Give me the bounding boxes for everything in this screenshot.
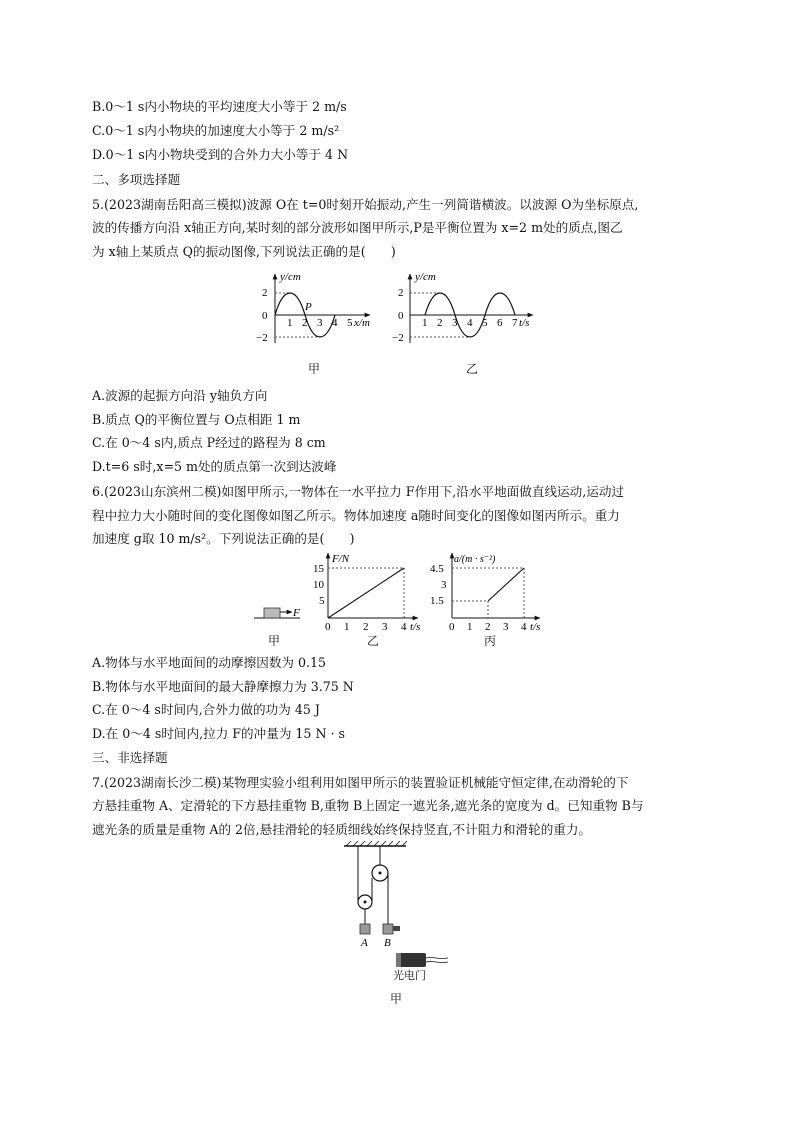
- q6c-xtick-1: 1: [467, 621, 473, 632]
- option-c-prev: C.0～1 s内小物块的加速度大小等于 2 m/s²: [92, 123, 340, 138]
- q6b-xlabel: t/s: [410, 621, 421, 632]
- q6c-ytick-45: 4.5: [430, 563, 444, 575]
- q5b-xtick-5: 5: [482, 317, 488, 329]
- q6c-xtick-2: 2: [485, 621, 491, 632]
- option-b-prev: B.0～1 s内小物块的平均速度大小等于 2 m/s: [92, 99, 347, 114]
- q5-figure-vibration: [388, 268, 548, 350]
- q6-figure-force-time: [304, 550, 434, 632]
- q7-figure-pulley: [340, 838, 460, 988]
- q5b-ytick-2: 2: [398, 287, 404, 299]
- q6b-xtick-0: 0: [325, 621, 331, 632]
- q5a-point-p: P: [305, 301, 312, 313]
- q6c-xtick-3: 3: [503, 621, 509, 632]
- q7-line-3: 遮光条的质量是重物 A的 2倍,悬挂滑轮的轻质细线始终保持竖直,不计阻力和滑轮的重力。: [92, 822, 592, 837]
- q5a-ytick-m2: −2: [256, 332, 268, 344]
- q6b-xtick-3: 3: [382, 621, 388, 632]
- q6b-xtick-4: 4: [401, 621, 407, 632]
- q6-option-d: D.在 0～4 s时间内,拉力 F的冲量为 15 N · s: [92, 726, 345, 741]
- q6a-force-label: F: [293, 607, 300, 619]
- q6-line-2: 程中拉力大小随时间的变化图像如图乙所示。物体加速度 a随时间变化的图像如图丙所示。重力: [92, 508, 620, 523]
- q5a-xtick-3: 3: [317, 317, 323, 329]
- q6b-ytick-15: 15: [313, 563, 324, 575]
- q5b-xtick-2: 2: [437, 317, 443, 329]
- q7-label-b: B: [384, 937, 391, 949]
- section-heading-multi: 二、多项选择题: [92, 172, 181, 187]
- q5b-xtick-1: 1: [422, 317, 428, 329]
- q6-figure-block-caption: 甲: [268, 634, 281, 648]
- q5b-xtick-6: 6: [497, 317, 503, 329]
- q6-line-1: 6.(2023山东滨州二模)如图甲所示,一物体在一水平拉力 F作用下,沿水平地面做直线运动,运动过: [92, 484, 625, 499]
- q6c-ytick-15: 1.5: [430, 595, 444, 607]
- q6-figure-force-time-caption: 乙: [367, 634, 380, 648]
- q5-option-d: D.t=6 s时,x=5 m处的质点第一次到达波峰: [92, 459, 337, 474]
- q6b-ytick-5: 5: [319, 595, 325, 607]
- q7-photogate-label: 光电门: [393, 969, 426, 982]
- q5a-ytick-2: 2: [262, 287, 268, 299]
- q5-figure-wave-caption: 甲: [308, 362, 321, 376]
- option-d-prev: D.0～1 s内小物块受到的合外力大小等于 4 N: [92, 147, 349, 162]
- q5-option-c: C.在 0～4 s内,质点 P经过的路程为 8 cm: [92, 435, 326, 450]
- q6c-xtick-0: 0: [449, 621, 455, 632]
- q6-option-a: A.物体与水平地面间的动摩擦因数为 0.15: [92, 655, 327, 670]
- q7-line-2: 方悬挂重物 A、定滑轮的下方悬挂重物 B,重物 B上固定一遮光条,遮光条的宽度为 d。已知重物 B与: [92, 798, 644, 813]
- q6c-ylabel: a/(m · s⁻²): [454, 554, 496, 565]
- q6c-ytick-3: 3: [441, 579, 447, 591]
- q5a-ylabel: y/cm: [280, 271, 301, 283]
- q6c-xlabel: t/s: [530, 621, 541, 632]
- q6-line-3: 加速度 g取 10 m/s²。下列说法正确的是( ): [92, 531, 355, 546]
- q5b-ytick-0: 0: [398, 310, 404, 322]
- q5a-xtick-4: 4: [332, 317, 338, 329]
- q5b-xtick-7: 7: [512, 317, 518, 329]
- q6b-xtick-2: 2: [363, 621, 369, 632]
- q5-line-1: 5.(2023湖南岳阳高三模拟)波源 O在 t=0时刻开始振动,产生一列简谐横波。以波源 O为坐标原点,: [92, 197, 639, 212]
- q6-figure-block: [252, 598, 312, 628]
- q5b-xtick-4: 4: [467, 317, 473, 329]
- q7-figure-caption: 甲: [390, 992, 403, 1006]
- q6b-ytick-10: 10: [313, 579, 324, 591]
- q5-option-a: A.波源的起振方向沿 y轴负方向: [92, 388, 268, 403]
- q5b-ylabel: y/cm: [415, 271, 436, 283]
- q6-figure-accel-time-caption: 丙: [484, 634, 497, 648]
- q5b-ytick-m2: −2: [392, 332, 404, 344]
- q5-figure-vibration-caption: 乙: [466, 362, 479, 376]
- q5b-xlabel: t/s: [519, 317, 530, 329]
- section-heading-nonchoice: 三、非选择题: [92, 750, 168, 765]
- q6b-xtick-1: 1: [344, 621, 350, 632]
- q7-line-1: 7.(2023湖南长沙二模)某物理实验小组利用如图甲所示的装置验证机械能守恒定律,在动滑轮的下: [92, 775, 629, 790]
- q7-label-a: A: [361, 937, 368, 949]
- q5-line-3: 为 x轴上某质点 Q的振动图像,下列说法正确的是( ): [92, 244, 396, 259]
- q5a-ytick-0: 0: [262, 310, 268, 322]
- q5a-xlabel: x/m: [354, 317, 370, 329]
- q5b-xtick-3: 3: [452, 317, 458, 329]
- q5a-xtick-2: 2: [302, 317, 308, 329]
- q6c-xtick-4: 4: [521, 621, 527, 632]
- q6b-ylabel: F/N: [332, 553, 350, 565]
- q5a-xtick-1: 1: [287, 317, 293, 329]
- q5-line-2: 波的传播方向沿 x轴正方向,某时刻的部分波形如图甲所示,P是平衡位置为 x=2 m处的质点,图乙: [92, 220, 623, 235]
- q6-figure-accel-time: [424, 550, 554, 632]
- q5a-xtick-5: 5: [347, 317, 353, 329]
- q6-option-c: C.在 0～4 s时间内,合外力做的功为 45 J: [92, 702, 320, 717]
- q5-figure-wave: [250, 268, 390, 350]
- q6-option-b: B.物体与水平地面间的最大静摩擦力为 3.75 N: [92, 679, 354, 694]
- q5-option-b: B.质点 Q的平衡位置与 O点相距 1 m: [92, 412, 301, 427]
